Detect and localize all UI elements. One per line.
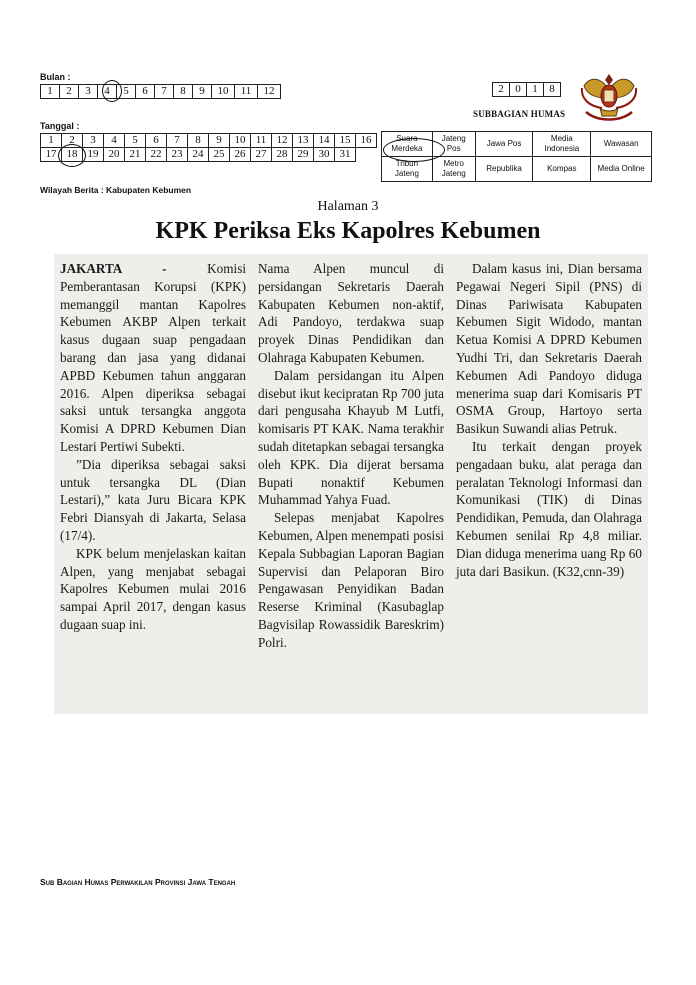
footer: Sub Bagian Humas Perwakilan Provinsi Jawa Tengah (40, 877, 236, 887)
grid-cell: 31 (335, 148, 356, 162)
grid-cell: 4 (104, 134, 125, 148)
grid-cell: 7 (155, 85, 174, 99)
media-cell: Wawasan (591, 132, 652, 157)
media-cell: Metro Jateng (432, 157, 475, 182)
grid-cell: 10 (230, 134, 251, 148)
grid-cell: 23 (167, 148, 188, 162)
grid-cell: 6 (136, 85, 155, 99)
grid-cell: 21 (125, 148, 146, 162)
grid-cell: 16 (356, 134, 377, 148)
grid-cell: 6 (146, 134, 167, 148)
grid-cell: 26 (230, 148, 251, 162)
grid-cell: 3 (79, 85, 98, 99)
bulan-label: Bulan : (40, 72, 71, 82)
year-grid (492, 82, 561, 97)
grid-cell: 25 (209, 148, 230, 162)
grid-cell: 9 (193, 85, 212, 99)
paragraph: ”Dia diperiksa sebagai saksi untuk tersangka DL (Dian Lestari),” kata Juru Bicara KPK Febri Diansyah di Jakarta, Selasa (17/4). (60, 456, 246, 543)
grid-cell: 4 (98, 85, 117, 99)
media-cell: Suara Merdeka (382, 132, 433, 157)
grid-cell: 29 (293, 148, 314, 162)
grid-cell: 18 (62, 148, 83, 162)
dateline: JAKARTA - (60, 261, 167, 276)
media-cell: Jateng Pos (432, 132, 475, 157)
grid-cell: 15 (335, 134, 356, 148)
article-column-2 (258, 260, 444, 652)
grid-cell: 9 (209, 134, 230, 148)
grid-cell: 11 (235, 85, 258, 99)
grid-cell: 5 (117, 85, 136, 99)
grid-cell: 27 (251, 148, 272, 162)
grid-cell: 8 (188, 134, 209, 148)
wilayah-berita: Wilayah Berita : Kabupaten Kebumen (40, 185, 192, 195)
grid-cell: 2 (62, 134, 83, 148)
grid-cell: 24 (188, 148, 209, 162)
grid-cell: 30 (314, 148, 335, 162)
paragraph: Selepas menjabat Kapolres Kebumen, Alpen menempati posisi Kepala Subbagian Laporan Bagian Supervisi dan Pelaporan Biro Pengawasan Penyidikan Badan Reserse Kriminal (Kasubaglap Bagvisilap Rowassidik Bareskrim) Polri. (258, 510, 444, 650)
media-cell: Tribun Jateng (382, 157, 433, 182)
day-grid (40, 133, 377, 162)
paragraph: Nama Alpen muncul di persidangan Sekretaris Daerah Kabupaten Kebumen non-aktif, Adi Pandoyo, terdakwa suap proyek Dinas Pendidikan dan Olahraga Kabupaten Kebumen. (258, 261, 444, 365)
grid-cell: 19 (83, 148, 104, 162)
grid-cell: 11 (251, 134, 272, 148)
media-cell: Kompas (533, 157, 591, 182)
article-column-1 (60, 260, 246, 634)
paragraph: Dalam persidangan itu Alpen disebut ikut kecipratan Rp 700 juta dari pengusaha Khayub M Lutfi, komisaris PT KAK. Nama terakhir sudah ditetapkan sebagai tersangka oleh KPK. Dia dijerat bersama Bupati nonaktif Kebumen Muhammad Yahya Fuad. (258, 367, 444, 508)
newspaper-clipping (54, 254, 648, 714)
grid-cell: 1 (527, 83, 544, 97)
grid-cell: 12 (272, 134, 293, 148)
media-cell: Jawa Pos (475, 132, 533, 157)
grid-cell: 1 (41, 85, 60, 99)
grid-cell: 8 (174, 85, 193, 99)
grid-cell: 2 (493, 83, 510, 97)
media-cell: Media Indonesia (533, 132, 591, 157)
media-cell: Media Online (591, 157, 652, 182)
grid-cell: 7 (167, 134, 188, 148)
paragraph: KPK belum menjelaskan kaitan Alpen, yang menjabat sebagai Kapolres Kebumen mulai 2016 sampai April 2017, dengan kasus dugaan suap ini. (60, 545, 246, 632)
grid-cell: 2 (60, 85, 79, 99)
page-number: Halaman 3 (317, 199, 379, 214)
grid-cell: 8 (544, 83, 561, 97)
tanggal-label: Tanggal : (40, 121, 80, 131)
grid-cell: 12 (258, 85, 281, 99)
grid-cell: 20 (104, 148, 125, 162)
subbagian-humas: SUBBAGIAN HUMAS (473, 109, 566, 119)
media-table (381, 131, 652, 182)
grid-cell: 28 (272, 148, 293, 162)
headline: KPK Periksa Eks Kapolres Kebumen (155, 218, 541, 244)
grid-cell: 10 (212, 85, 235, 99)
grid-cell: 5 (125, 134, 146, 148)
media-cell: Republika (475, 157, 533, 182)
grid-cell: 22 (146, 148, 167, 162)
paragraph: Itu terkait dengan proyek pengadaan buku, alat peraga dan peralatan Teknologi Informasi dan Komunikasi (TIK) di Dinas Pendidikan, Pemuda, dan Olahraga Kebumen senilai Rp 4,8 miliar. Dian diduga menerima uang Rp 60 juta dari Basikun. (K32,cnn-39) (456, 438, 642, 579)
month-grid (40, 84, 281, 99)
garuda-emblem-icon (578, 68, 640, 124)
grid-cell: 14 (314, 134, 335, 148)
paragraph: JAKARTA - Komisi Pemberantasan Korupsi (KPK) memanggil mantan Kapolres Kebumen AKBP Alpen terkait kasus dugaan suap pengadaan barang dan jasa yang didanai APBD Kebumen tahun anggaran 2016. Alpen diperiksa sebagai saksi untuk tersangka anggota Komisi A DPRD Kebumen Dian Lestari Pertiwi Subekti. (60, 261, 246, 454)
grid-cell: 17 (41, 148, 62, 162)
grid-cell: 13 (293, 134, 314, 148)
grid-cell: 3 (83, 134, 104, 148)
grid-cell: 0 (510, 83, 527, 97)
paragraph: Dalam kasus ini, Dian bersama Pegawai Negeri Sipil (PNS) di Dinas Pariwisata Kabupaten Kebumen Sigit Widodo, mantan Ketua Komisi A DPRD Kebumen Yudhi Tri, dan Sekretaris Daerah Kebumen Adi Pandoyo diduga menerima suap dari Komisaris PT OSMA Group, Hartoyo serta Basikun Suwandi alias Petruk. (456, 261, 642, 437)
article-column-3 (456, 260, 642, 580)
grid-cell: 1 (41, 134, 62, 148)
